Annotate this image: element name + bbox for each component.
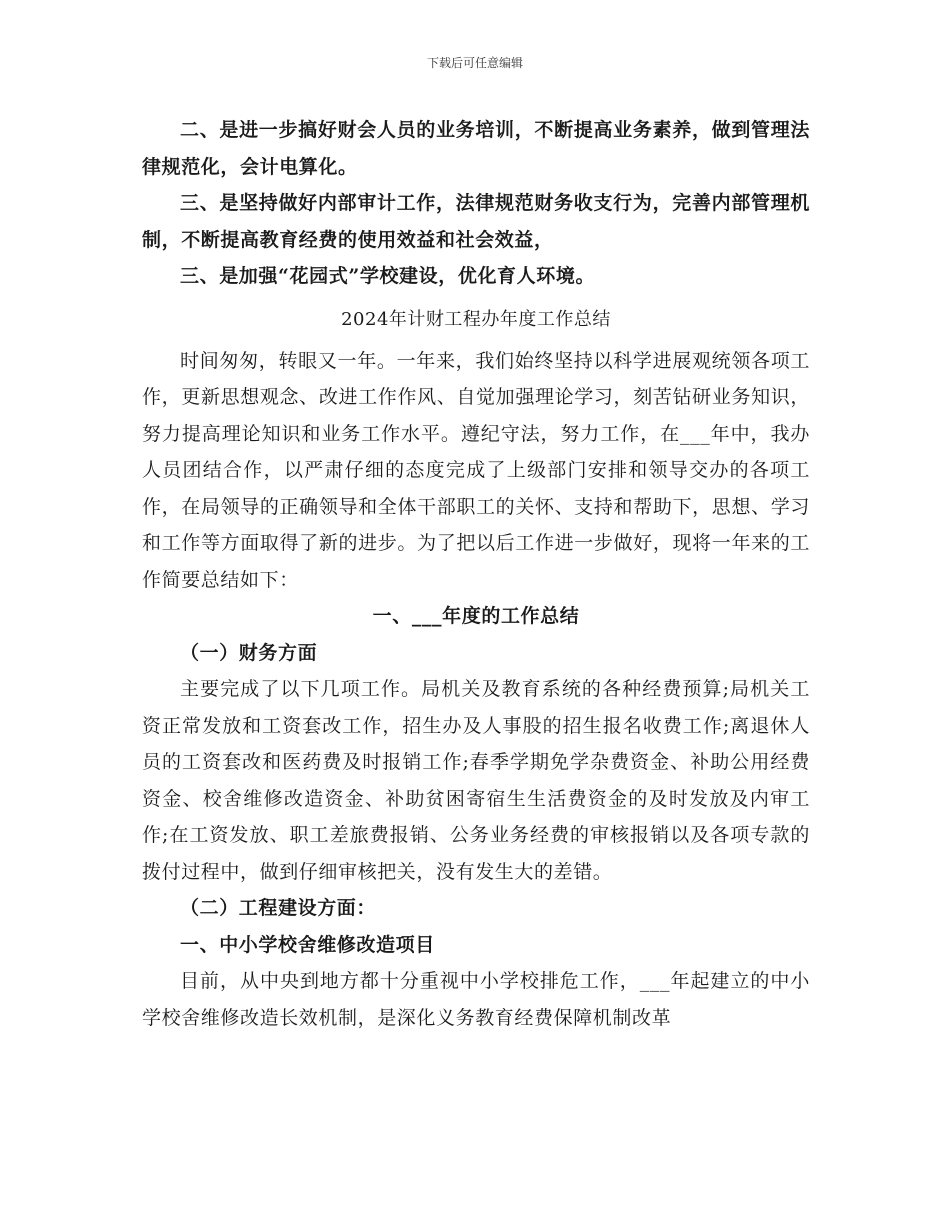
- paragraph-training: 二、是进一步搞好财会人员的业务培训，不断提高业务素养，做到管理法律规范化，会计电算化。: [142, 119, 810, 178]
- paragraph-finance: 主要完成了以下几项工作。局机关及教育系统的各种经费预算;局机关工资正常发放和工资套改工作，招生办及人事股的招生报名收费工作;离退休人员的工资套改和医药费及时报销工作;春季学期免学杂费资金、补助公用经费资金、校舍维修改造资金、补助贫困寄宿生生活费资金的及时发放及内审工作;在工资发放、职工差旅费报销、公务业务经费的审核报销以及各项专款的拨付过程中，做到仔细审核把关，没有发生大的差错。: [142, 678, 810, 883]
- paragraph-intro: 时间匆匆，转眼又一年。一年来，我们始终坚持以科学进展观统领各项工作，更新思想观念、改进工作作风、自觉加强理论学习，刻苦钻研业务知识，努力提高理论知识和业务工作水平。遵纪守法，努力工作，在___年中，我办人员团结合作，以严肃仔细的态度完成了上级部门安排和领导交办的各项工作，在局领导的正确领导和全体干部职工的关怀、支持和帮助下，思想、学习和工作等方面取得了新的进步。为了把以后工作进一步做好，现将一年来的工作简要总结如下：: [142, 349, 810, 591]
- subsection-heading-construction: （二）工程建设方面：: [180, 897, 377, 919]
- paragraph-audit: 三、是坚持做好内部审计工作，法律规范财务收支行为，完善内部管理机制，不断提高教育经费的使用效益和社会效益，: [142, 192, 810, 251]
- section-heading-annual-summary: 一、___年度的工作总结: [372, 605, 580, 627]
- subsection-heading-finance: （一）财务方面: [180, 641, 318, 664]
- document-body: [142, 112, 810, 1036]
- item-heading-school-repair: 一、中小学校舍维修改造项目: [180, 933, 435, 956]
- paragraph-school-repair: 目前，从中央到地方都十分重视中小学校排危工作，___年起建立的中小学校舍维修改造长效机制，是深化义务教育经费保障机制改革: [142, 970, 810, 1029]
- paragraph-garden-school: 三、是加强“花园式”学校建设，优化育人环境。: [180, 265, 596, 287]
- page-header: 下载后可任意编辑: [426, 56, 523, 70]
- document-title: 2024年计财工程办年度工作总结: [341, 308, 611, 330]
